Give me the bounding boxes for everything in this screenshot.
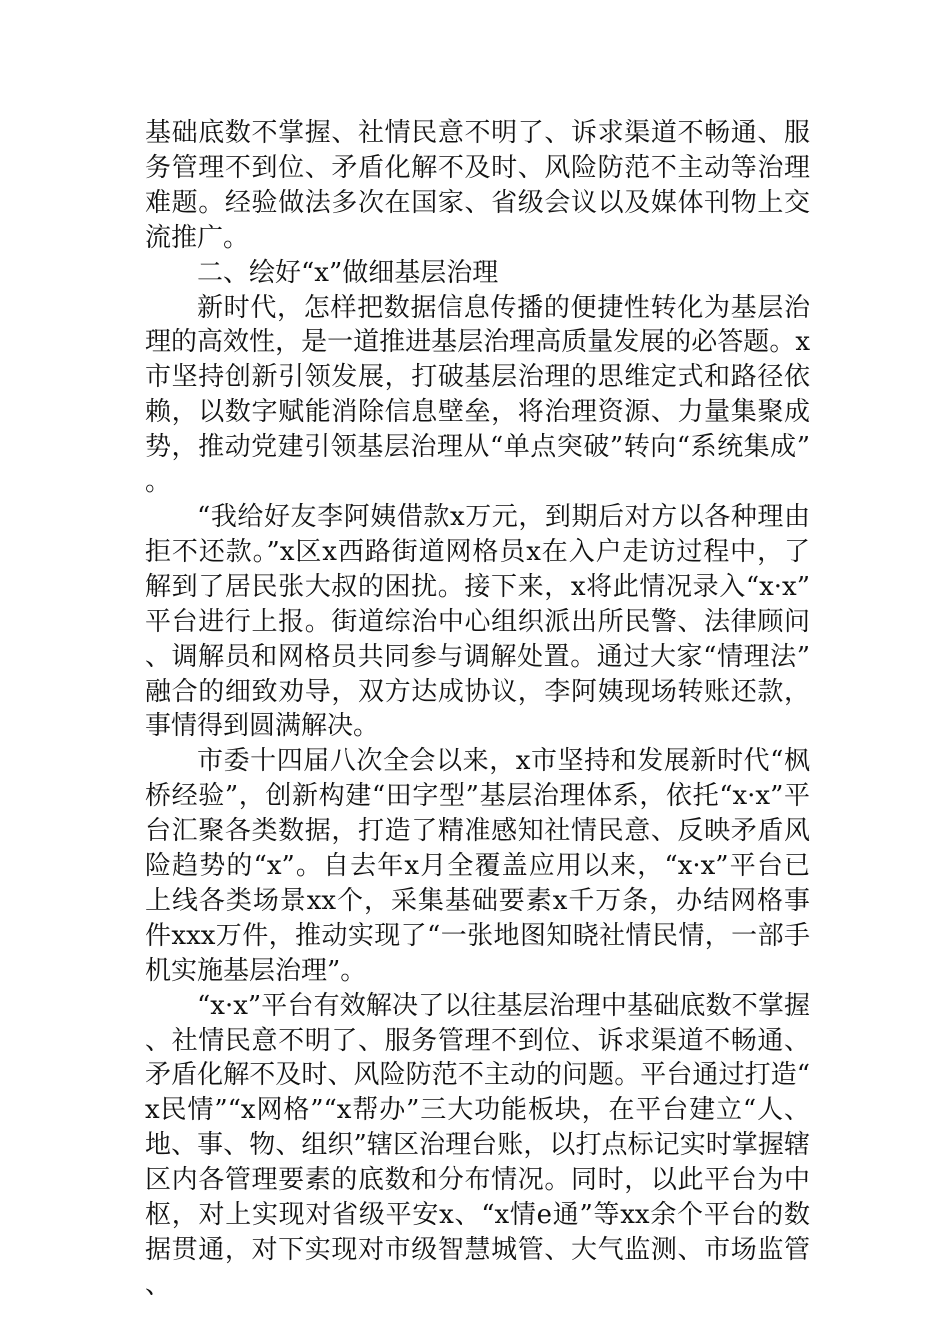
paragraph-case-story: “我给好友李阿姨借款x万元，到期后对方以各种理由拒不还款。”x区x西路街道网格员x在入户走访过程中，了解到了居民张大叔的困扰。接下来，x将此情况录入“x·x”平台进行上报。街道综治中心组织派出所民警、法律顾问、调解员和网格员共同参与调解处置。通过大家“情理法”融合的细致劝导，双方达成协议，李阿姨现场转账还款，事情得到圆满解决。 [145,501,810,742]
document-body [145,116,810,1303]
paragraph-new-era: 新时代，怎样把数据信息传播的便捷性转化为基层治理的高效性，是一道推进基层治理高质量发展的必答题。x市坚持创新引领发展，打破基层治理的思维定式和路径依赖，以数字赋能消除信息壁垒，将治理资源、力量集聚成势，推动党建引领基层治理从“单点突破”转向“系统集成”。 [145,292,810,498]
paragraph-platform: “x·x”平台有效解决了以往基层治理中基础底数不掌握、社情民意不明了、服务管理不到位、诉求渠道不畅通、矛盾化解不及时、风险防范不主动的问题。平台通过打造“x民情”“x网格”“x帮办”三大功能板块，在平台建立“人、地、事、物、组织”辖区治理台账，以打点标记实时掌握辖区内各管理要素的底数和分布情况。同时，以此平台为中枢，对上实现对省级平安x、“x情e通”等xx余个平台的数据贯通，对下实现对市级智慧城管、大气监测、市场监管、 [145,990,810,1300]
paragraph-plenary: 市委十四届八次全会以来，x市坚持和发展新时代“枫桥经验”，创新构建“田字型”基层治理体系，依托“x·x”平台汇聚各类数据，打造了精准感知社情民意、反映矛盾风险趋势的“x”。自去年x月全覆盖应用以来，“x·x”平台已上线各类场景xx个，采集基础要素x千万条，办结网格事件xxx万件，推动实现了“一张地图知晓社情民情，一部手机实施基层治理”。 [145,746,810,986]
paragraph-continuation: 基础底数不掌握、社情民意不明了、诉求渠道不畅通、服务管理不到位、矛盾化解不及时、风险防范不主动等治理难题。经验做法多次在国家、省级会议以及媒体刊物上交流推广。 [145,118,810,253]
section-heading: 二、绘好“x”做细基层治理 [197,257,499,288]
